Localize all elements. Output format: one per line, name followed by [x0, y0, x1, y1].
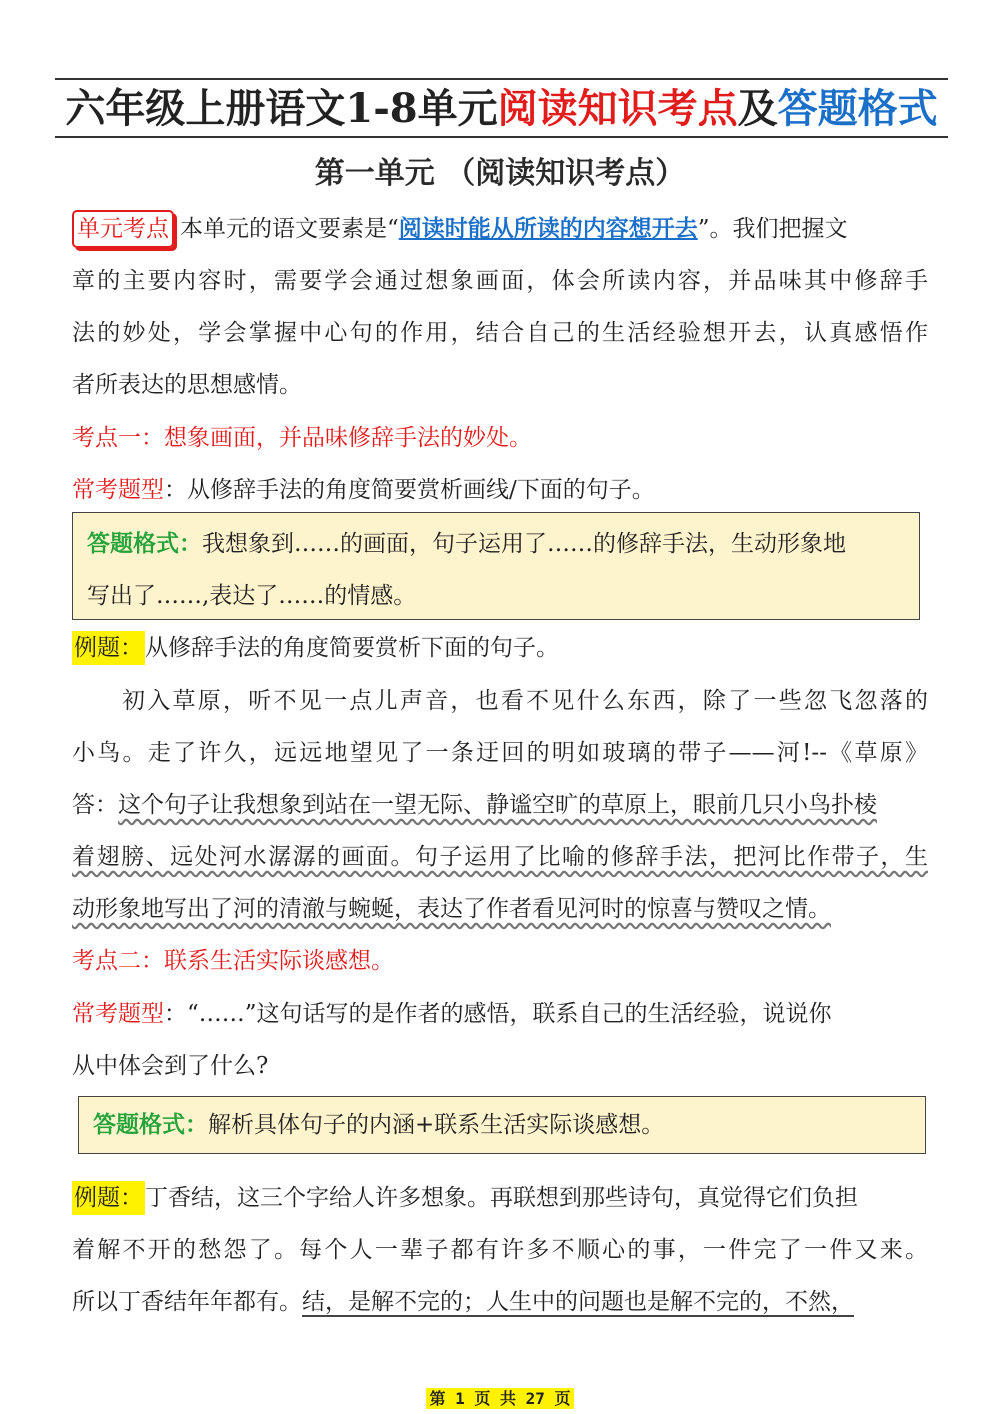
- point1-format-line-1: [87, 523, 846, 565]
- title-red: 阅读知识考点: [497, 85, 738, 132]
- point2-format-label: 答题格式：: [93, 1111, 208, 1138]
- point2-example-line-2: 着解不开的愁怨了。每个人一辈子都有许多不顺心的事，一件完了一件又来。: [72, 1237, 928, 1263]
- point2-format-text: 解析具体句子的内涵+联系生活实际谈感想。: [208, 1112, 665, 1138]
- point1-format-box: [72, 512, 920, 620]
- point2-question-type: [72, 993, 832, 1035]
- unit-point-text-post: ”。我们把握文: [697, 216, 848, 242]
- section-subtitle: 第一单元 （阅读知识考点）: [314, 156, 686, 191]
- point2-question-type-line-2: 从中体会到了什么?: [72, 1053, 269, 1079]
- point1-answer-line-2: 着翅膀、远处河水潺潺的画面。句子运用了比喻的修辞手法，把河比作带子，生: [72, 844, 928, 870]
- point2-example-text-3: 所以丁香结年年都有。: [72, 1289, 302, 1315]
- point2-format-box: [78, 1096, 926, 1154]
- unit-point-text: 本单元的语文要素是“: [180, 216, 399, 242]
- point1-question-type: [72, 469, 655, 511]
- page-title: [55, 84, 948, 134]
- point1-example-label: 例题：: [72, 631, 145, 665]
- point2-example-line-3: [72, 1281, 854, 1323]
- unit-point-tag: 单元考点: [72, 210, 174, 248]
- point1-passage-line-1: 初入草原，听不见一点儿声音，也看不见什么东西，除了一些忽飞忽落的: [122, 688, 928, 714]
- unit-point-line-1: [72, 208, 848, 250]
- title-bottom-rule: [55, 136, 948, 138]
- point1-format-text-1: 我想象到……的画面，句子运用了……的修辞手法，生动形象地: [202, 531, 846, 557]
- point2-type-text: ：“……”这句话写的是作者的感悟，联系自己的生活经验，说说你: [164, 1001, 832, 1027]
- point1-answer-line-1: [72, 784, 877, 826]
- unit-key-phrase: 阅读时能从所读的内容想开去: [398, 215, 698, 242]
- point1-format-label: 答题格式：: [87, 530, 202, 557]
- unit-point-line-4: 者所表达的思想感情。: [72, 372, 302, 398]
- title-top-rule: [55, 78, 948, 80]
- point1-example: [72, 627, 559, 669]
- point1-type-text: ：从修辞手法的角度简要赏析画线/下面的句子。: [164, 477, 655, 503]
- point1-answer-label: 答：: [72, 792, 118, 818]
- point1-type-label: 常考题型: [72, 477, 164, 503]
- page-number: 第 1 页 共 27 页: [426, 1388, 573, 1409]
- point2-format-line: [93, 1104, 664, 1146]
- point1-passage-line-2: 小鸟。走了许久，远远地望见了一条迂回的明如玻璃的带子——河!--《草原》: [72, 740, 928, 766]
- point1-format-line-2: 写出了……,表达了……的情感。: [87, 583, 417, 609]
- point1-answer-line-3: 动形象地写出了河的清澈与蜿蜒，表达了作者看见河时的惊喜与赞叹之情。: [72, 896, 831, 922]
- page-footer: [0, 1386, 1000, 1412]
- point2-example-text-1: 丁香结，这三个字给人许多想象。再联想到那些诗句，真觉得它们负担: [145, 1185, 858, 1211]
- point1-heading: 考点一：想象画面，并品味修辞手法的妙处。: [72, 425, 532, 451]
- unit-point-line-2: 章的主要内容时，需要学会通过想象画面，体会所读内容，并品味其中修辞手: [72, 268, 928, 294]
- title-black: 六年级上册语文1-8单元: [65, 85, 498, 132]
- point2-heading: 考点二：联系生活实际谈感想。: [72, 948, 394, 974]
- point1-answer-text-1: 这个句子让我想象到站在一望无际、静谧空旷的草原上，眼前几只小鸟扑棱: [118, 792, 877, 818]
- point1-example-text: 从修辞手法的角度简要赏析下面的句子。: [145, 635, 559, 661]
- point2-example-line-1: [72, 1177, 858, 1219]
- title-mid: 及: [737, 85, 778, 132]
- point2-example-label: 例题：: [72, 1181, 145, 1215]
- point2-example-underlined: 结，是解不完的；人生中的问题也是解不完的，不然，: [302, 1289, 854, 1315]
- unit-point-line-3: 法的妙处，学会掌握中心句的作用，结合自己的生活经验想开去，认真感悟作: [72, 320, 928, 346]
- point2-type-label: 常考题型: [72, 1001, 164, 1027]
- title-blue: 答题格式: [777, 85, 938, 132]
